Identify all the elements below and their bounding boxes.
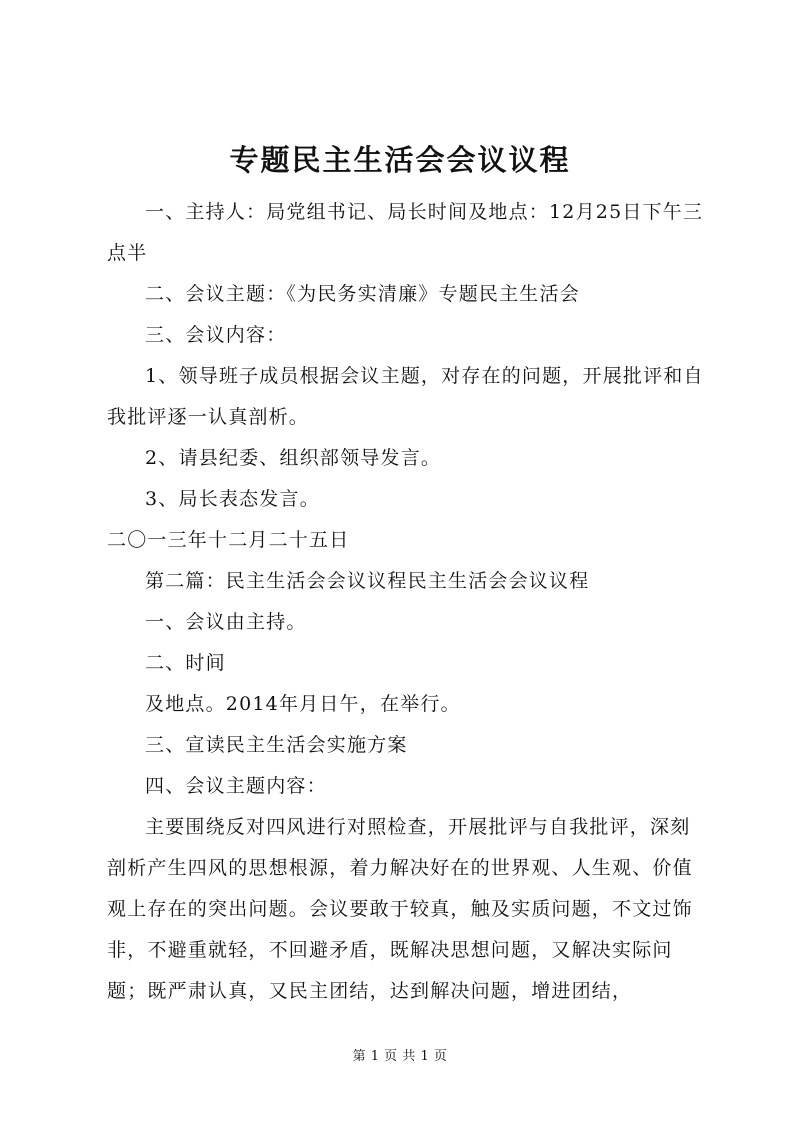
paragraph-host-2: 一、会议由主持。 — [145, 611, 307, 633]
paragraph-location: 及地点。2014年月日午，在举行。 — [145, 693, 461, 715]
paragraph-section-two-title: 第二篇：民主生活会会议议程民主生活会会议议程 — [145, 570, 590, 592]
paragraph-theme-content-heading: 四、会议主题内容： — [145, 775, 327, 797]
paragraph-theme: 二、会议主题：《为民务实清廉》专题民主生活会 — [145, 283, 580, 305]
paragraph-time: 二、时间 — [145, 652, 226, 674]
paragraph-item-1: 1、领导班子成员根据会议主题，对存在的问题，开展批评和自我批评逐一认真剖析。 — [107, 365, 704, 428]
paragraph-host: 一、主持人：局党组书记、局长时间及地点：12月25日下午三点半 — [107, 201, 704, 264]
paragraph-item-3: 3、局长表态发言。 — [145, 488, 320, 510]
paragraph-date: 二〇一三年十二月二十五日 — [107, 529, 350, 551]
document-body — [107, 192, 707, 1012]
paragraph-content-heading: 三、会议内容： — [145, 324, 287, 346]
paragraph-plan: 三、宣读民主生活会实施方案 — [145, 734, 408, 756]
page-footer: 第 1 页 共 1 页 — [352, 1049, 448, 1064]
document-title: 专题民主生活会会议议程 — [229, 143, 571, 177]
paragraph-item-2: 2、请县纪委、组织部领导发言。 — [145, 447, 442, 469]
paragraph-theme-content: 主要围绕反对四风进行对照检查，开展批评与自我批评，深刻剖析产生四风的思想根源，着力解决好在的世界观、人生观、价值观上存在的突出问题。会议要敢于较真，触及实质问题，不文过饰非，不避重就轻，不回避矛盾，既解决思想问题，又解决实际问题；既严肃认真，又民主团结，达到解决问题，增进团结， — [107, 816, 693, 1002]
